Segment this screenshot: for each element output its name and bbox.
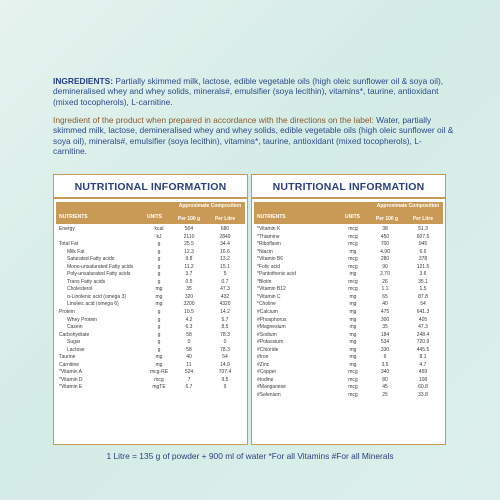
nutrient-unit: mg (349, 324, 357, 331)
nutrient-unit: mg (349, 248, 357, 255)
table-row (56, 234, 245, 242)
nutrient-unit: mgTE (152, 384, 166, 391)
table-row (254, 317, 443, 325)
nutrient-unit: mg (349, 301, 357, 308)
value-per-litre: 47.3 (418, 324, 428, 331)
value-per-100g: 10.5 (184, 309, 194, 316)
nutrient-name: Protein (59, 309, 75, 316)
col-nutrients: NUTRIENTS (257, 214, 286, 220)
value-per-litre: 9 (223, 384, 227, 391)
nutrient-name: Linoleic acid (omega 6) (67, 301, 119, 308)
nutrient-unit: mcg (154, 376, 164, 383)
nutrient-name: α-Linolenic acid (omega 3) (67, 293, 127, 300)
nutrient-unit: mg (155, 293, 163, 300)
nutrient-name: Carbohydrate (59, 331, 90, 338)
nutrition-panel-left (53, 174, 248, 445)
value-per-100g: 35 (382, 324, 388, 331)
value-per-100g: 340 (380, 369, 390, 376)
table-row (254, 309, 443, 317)
value-per-100g: 4.2 (185, 316, 193, 323)
nutrient-name: #Manganese (257, 384, 286, 391)
nutrient-unit: g (157, 309, 161, 316)
nutrient-unit: mg (349, 354, 357, 361)
nutrient-name: *Vitamin B6 (257, 256, 284, 263)
col-perlitre: Per Litre (214, 216, 236, 222)
nutrient-unit: g (157, 241, 161, 248)
value-per-100g: 35 (186, 286, 192, 293)
nutrient-name: *Vitamin A (59, 369, 82, 376)
table-row (56, 362, 245, 370)
nutrient-name: Carnitine (59, 361, 80, 368)
nutrient-unit: mcg (348, 392, 358, 399)
nutrient-unit: mg (349, 331, 357, 338)
nutrient-name: *Vitamin E (59, 384, 83, 391)
table-row (56, 369, 245, 377)
nutrient-unit: mcg (348, 376, 358, 383)
table-row (56, 324, 245, 332)
table-row (56, 294, 245, 302)
table-header (56, 202, 245, 224)
value-per-100g: 11 (186, 361, 192, 368)
nutrient-name: Whey Protein (67, 316, 98, 323)
table-row (254, 271, 443, 279)
nutrient-unit: mcg (348, 286, 358, 293)
value-per-100g: 6.7 (185, 384, 193, 391)
table-body (56, 226, 245, 392)
nutrient-name: Mono-unsaturated Fatty acids (67, 263, 134, 270)
nutrient-name: #Iodine (257, 376, 274, 383)
table-row (254, 279, 443, 287)
table-row (56, 264, 245, 272)
nutrient-name: *Folic acid (257, 263, 281, 270)
value-per-litre: 54 (222, 354, 228, 361)
nutrient-name: *Thiamine (257, 233, 280, 240)
nutrition-panel-right (251, 174, 446, 445)
nutrient-name: *Choline (257, 301, 276, 308)
value-per-litre: 680 (220, 226, 230, 232)
value-per-litre: 14.9 (220, 361, 230, 368)
value-per-100g: 6 (383, 354, 387, 361)
col-approx: Approximate Composition (376, 203, 440, 209)
value-per-100g: 9.8 (185, 256, 193, 263)
nutrient-unit: g (157, 271, 161, 278)
nutrient-name: #Potassium (257, 339, 284, 346)
value-per-litre: 35.1 (418, 278, 428, 285)
nutrient-name: Milk Fat (67, 248, 85, 255)
value-per-100g: 534 (380, 339, 390, 346)
nutrient-name: Sugar (67, 339, 81, 346)
table-row (56, 309, 245, 317)
col-perlitre: Per Litre (412, 216, 434, 222)
table-row (254, 249, 443, 257)
prepared-text: Water, partially skimmed milk, lactose, demineralised whey and whey solids, edible vegetable oils (high oleic sunflower oil & soya oil), minerals#, emulsifier (soya lecithin), vitamins*, taurine, antioxidant (mixed tocopherols), L-carnitine. (53, 115, 454, 157)
value-per-litre: 9.5 (221, 376, 229, 383)
value-per-100g: 475 (380, 309, 390, 316)
value-per-litre: 14.2 (220, 309, 230, 316)
table-row (56, 317, 245, 325)
value-per-litre: 51.3 (418, 226, 428, 232)
nutrient-name: #Selenium (257, 392, 281, 399)
nutrient-name: #Iron (257, 354, 269, 361)
nutrient-unit: g (157, 278, 161, 285)
nutrient-unit: g (157, 339, 161, 346)
value-per-litre: 1.5 (419, 286, 427, 293)
value-per-litre: 8.1 (419, 354, 427, 361)
table-row (254, 384, 443, 392)
ingredients-paragraph (53, 76, 455, 107)
value-per-litre: 16.6 (220, 248, 230, 255)
value-per-litre: 445.5 (416, 346, 430, 353)
prepared-lead: Ingredient of the product when prepared in accordance with the directions on the label: (53, 115, 374, 125)
table-row (254, 264, 443, 272)
value-per-100g: 38 (382, 226, 388, 232)
ingredients-text: Partially skimmed milk, lactose, edible vegetable oils (high oleic sunflower oil & soya oil), demineralised whey and whey solids, minerals#, emulsifier (soya lecithin), vitamins*, taurine, antioxidant (mixed tocopherols), L-carnitine. (53, 76, 444, 107)
nutrient-unit: mcg (348, 263, 358, 270)
nutrient-name: Casein (67, 324, 83, 331)
value-per-litre: 4320 (219, 301, 231, 308)
value-per-litre: 405 (418, 316, 428, 323)
value-per-100g: 80 (382, 376, 388, 383)
value-per-litre: 60.8 (418, 384, 428, 391)
nutrient-name: #Sodium (257, 331, 277, 338)
table-row (254, 339, 443, 347)
nutrient-name: #Magnesium (257, 324, 286, 331)
value-per-litre: 378 (418, 256, 428, 263)
ingredients-heading: INGREDIENTS: (53, 76, 114, 86)
value-per-litre: 945 (418, 241, 428, 248)
value-per-litre: 13.2 (220, 256, 230, 263)
nutrient-unit: mg (349, 361, 357, 368)
nutrient-name: #Chloride (257, 346, 279, 353)
value-per-100g: 25 (382, 392, 388, 399)
table-row (56, 249, 245, 257)
value-per-litre: 641.3 (416, 309, 430, 316)
table-row (56, 301, 245, 309)
table-row (56, 384, 245, 392)
value-per-100g: 330 (380, 346, 390, 353)
value-per-100g: 450 (380, 233, 390, 240)
table-body (254, 226, 443, 400)
nutrient-unit: mg (349, 346, 357, 353)
table-row (254, 226, 443, 234)
value-per-litre: 87.8 (418, 293, 428, 300)
value-per-litre: 47.3 (220, 286, 230, 293)
value-per-litre: 5.7 (221, 316, 229, 323)
nutrient-unit: mg (349, 339, 357, 346)
value-per-100g: 12.3 (184, 248, 194, 255)
value-per-litre: 720.9 (416, 339, 430, 346)
value-per-100g: 90 (382, 263, 388, 270)
nutrient-name: *Vitamin B12 (257, 286, 286, 293)
nutrient-name: #Zinc (257, 361, 270, 368)
nutrient-unit: g (157, 263, 161, 270)
nutrient-unit: mcg-RE (149, 369, 169, 376)
table-row (254, 332, 443, 340)
value-per-100g: 504 (184, 226, 194, 232)
nutrient-unit: mg (349, 293, 357, 300)
value-per-100g: 3200 (183, 301, 195, 308)
table-row (254, 347, 443, 355)
value-per-litre: 0.7 (221, 278, 229, 285)
nutrient-name: #Calcium (257, 309, 278, 316)
value-per-litre: 2849 (219, 233, 231, 240)
col-per100: Per 100 g (177, 216, 201, 222)
value-per-litre: 108 (418, 376, 428, 383)
nutrient-unit: mg (155, 354, 163, 361)
nutrient-name: *Niacin (257, 248, 273, 255)
value-per-litre: 4.7 (419, 361, 427, 368)
value-per-100g: 280 (380, 256, 390, 263)
table-row (254, 377, 443, 385)
table-row (254, 256, 443, 264)
footnote: 1 Litre = 135 g of powder + 900 ml of water *For all Vitamins #For all Minerals (106, 451, 394, 461)
nutrient-unit: mg (349, 309, 357, 316)
panel-title: NUTRITIONAL INFORMATION (252, 175, 445, 199)
nutrient-name: Total Fat (59, 241, 79, 248)
value-per-litre: 33.8 (418, 392, 428, 399)
table-row (56, 271, 245, 279)
table-row (56, 226, 245, 234)
table-row (56, 339, 245, 347)
value-per-100g: 45 (382, 384, 388, 391)
prepared-ingredients-paragraph (53, 115, 455, 157)
nutrient-name: Energy (59, 226, 75, 232)
col-per100: Per 100 g (375, 216, 399, 222)
table-row (254, 369, 443, 377)
table-header (254, 202, 443, 224)
value-per-100g: 3.5 (381, 361, 389, 368)
value-per-100g: 58 (186, 346, 192, 353)
nutrient-name: Trans Fatty acids (67, 278, 106, 285)
value-per-litre: 607.5 (416, 233, 430, 240)
table-row (254, 294, 443, 302)
value-per-100g: 0.5 (185, 278, 193, 285)
table-row (254, 362, 443, 370)
nutrient-unit: mcg (348, 226, 358, 232)
nutrient-name: *Riboflavin (257, 241, 281, 248)
value-per-100g: 320 (184, 293, 194, 300)
value-per-100g: 6.3 (185, 324, 193, 331)
nutrient-unit: mg (155, 301, 163, 308)
table-row (254, 324, 443, 332)
value-per-100g: 58 (186, 331, 192, 338)
nutrient-name: Taurine (59, 354, 76, 361)
nutrient-unit: mg (155, 286, 163, 293)
table-row (254, 301, 443, 309)
value-per-litre: 15.1 (220, 263, 230, 270)
table-row (56, 256, 245, 264)
value-per-100g: 1.1 (381, 286, 389, 293)
value-per-litre: 78.3 (220, 331, 230, 338)
value-per-litre: 3.6 (419, 271, 427, 278)
nutrient-name: Poly-unsaturated Fatty acids (67, 271, 131, 278)
nutrient-name: #Phosphorus (257, 316, 287, 323)
value-per-100g: 65 (382, 293, 388, 300)
value-per-100g: 0 (187, 339, 191, 346)
value-per-litre: 432 (220, 293, 230, 300)
col-nutrients: NUTRIENTS (59, 214, 88, 220)
value-per-litre: 248.4 (416, 331, 430, 338)
nutrient-unit: mcg (348, 233, 358, 240)
table-row (254, 354, 443, 362)
nutrient-unit: g (157, 331, 161, 338)
nutrient-unit: g (157, 346, 161, 353)
nutrient-unit: mg (155, 361, 163, 368)
value-per-litre: 8.5 (221, 324, 229, 331)
nutrient-unit: kcal (154, 226, 164, 232)
value-per-100g: 11.2 (184, 263, 194, 270)
nutrient-name: *Vitamin K (257, 226, 281, 232)
nutrient-name: Lactose (67, 346, 85, 353)
table-row (56, 354, 245, 362)
value-per-100g: 300 (380, 316, 390, 323)
col-units: UNITS (147, 214, 162, 220)
value-per-litre: 6.6 (419, 248, 427, 255)
value-per-litre: 78.3 (220, 346, 230, 353)
value-per-100g: 184 (380, 331, 390, 338)
table-row (56, 279, 245, 287)
table-row (56, 286, 245, 294)
nutrient-unit: g (157, 256, 161, 263)
table-row (56, 347, 245, 355)
nutrient-unit: mcg (348, 384, 358, 391)
value-per-litre: 459 (418, 369, 428, 376)
value-per-100g: 2.70 (380, 271, 390, 278)
value-per-litre: 707.4 (218, 369, 232, 376)
nutrient-unit: mg (349, 316, 357, 323)
value-per-litre: 5 (223, 271, 227, 278)
value-per-litre: 121.5 (416, 263, 430, 270)
value-per-100g: 4.90 (380, 248, 390, 255)
value-per-100g: 25.5 (184, 241, 194, 248)
nutrient-unit: g (157, 248, 161, 255)
table-row (56, 241, 245, 249)
nutrient-name: *Vitamin D (59, 376, 83, 383)
nutrient-name: #Copper (257, 369, 277, 376)
value-per-100g: 524 (184, 369, 194, 376)
table-row (254, 241, 443, 249)
value-per-litre: 0 (223, 339, 227, 346)
value-per-100g: 700 (380, 241, 390, 248)
nutrient-unit: kJ (156, 233, 162, 240)
nutrient-unit: g (157, 324, 161, 331)
value-per-100g: 40 (382, 301, 388, 308)
value-per-100g: 40 (186, 354, 192, 361)
nutrient-name: Saturated Fatty acids (67, 256, 115, 263)
table-row (254, 392, 443, 400)
nutrient-name: *Vitamin C (257, 293, 281, 300)
value-per-100g: 3.7 (185, 271, 193, 278)
nutrient-unit: g (157, 316, 161, 323)
table-row (254, 286, 443, 294)
nutrient-unit: mcg (348, 278, 358, 285)
nutrient-unit: mcg (348, 369, 358, 376)
nutrient-name: *Pantothenic acid (257, 271, 296, 278)
value-per-litre: 54 (420, 301, 426, 308)
value-per-100g: 26 (382, 278, 388, 285)
panel-title: NUTRITIONAL INFORMATION (54, 175, 247, 199)
table-row (56, 377, 245, 385)
nutrient-unit: mcg (348, 241, 358, 248)
value-per-100g: 7 (187, 376, 191, 383)
nutrient-unit: mg (349, 271, 357, 278)
nutrient-name: Cholesterol (67, 286, 93, 293)
value-per-litre: 34.4 (220, 241, 230, 248)
nutrient-unit: mcg (348, 256, 358, 263)
value-per-100g: 2110 (183, 233, 195, 240)
nutrient-name: *Biotin (257, 278, 272, 285)
table-row (254, 234, 443, 242)
table-row (56, 332, 245, 340)
col-approx: Approximate Composition (178, 203, 242, 209)
col-units: UNITS (345, 214, 360, 220)
